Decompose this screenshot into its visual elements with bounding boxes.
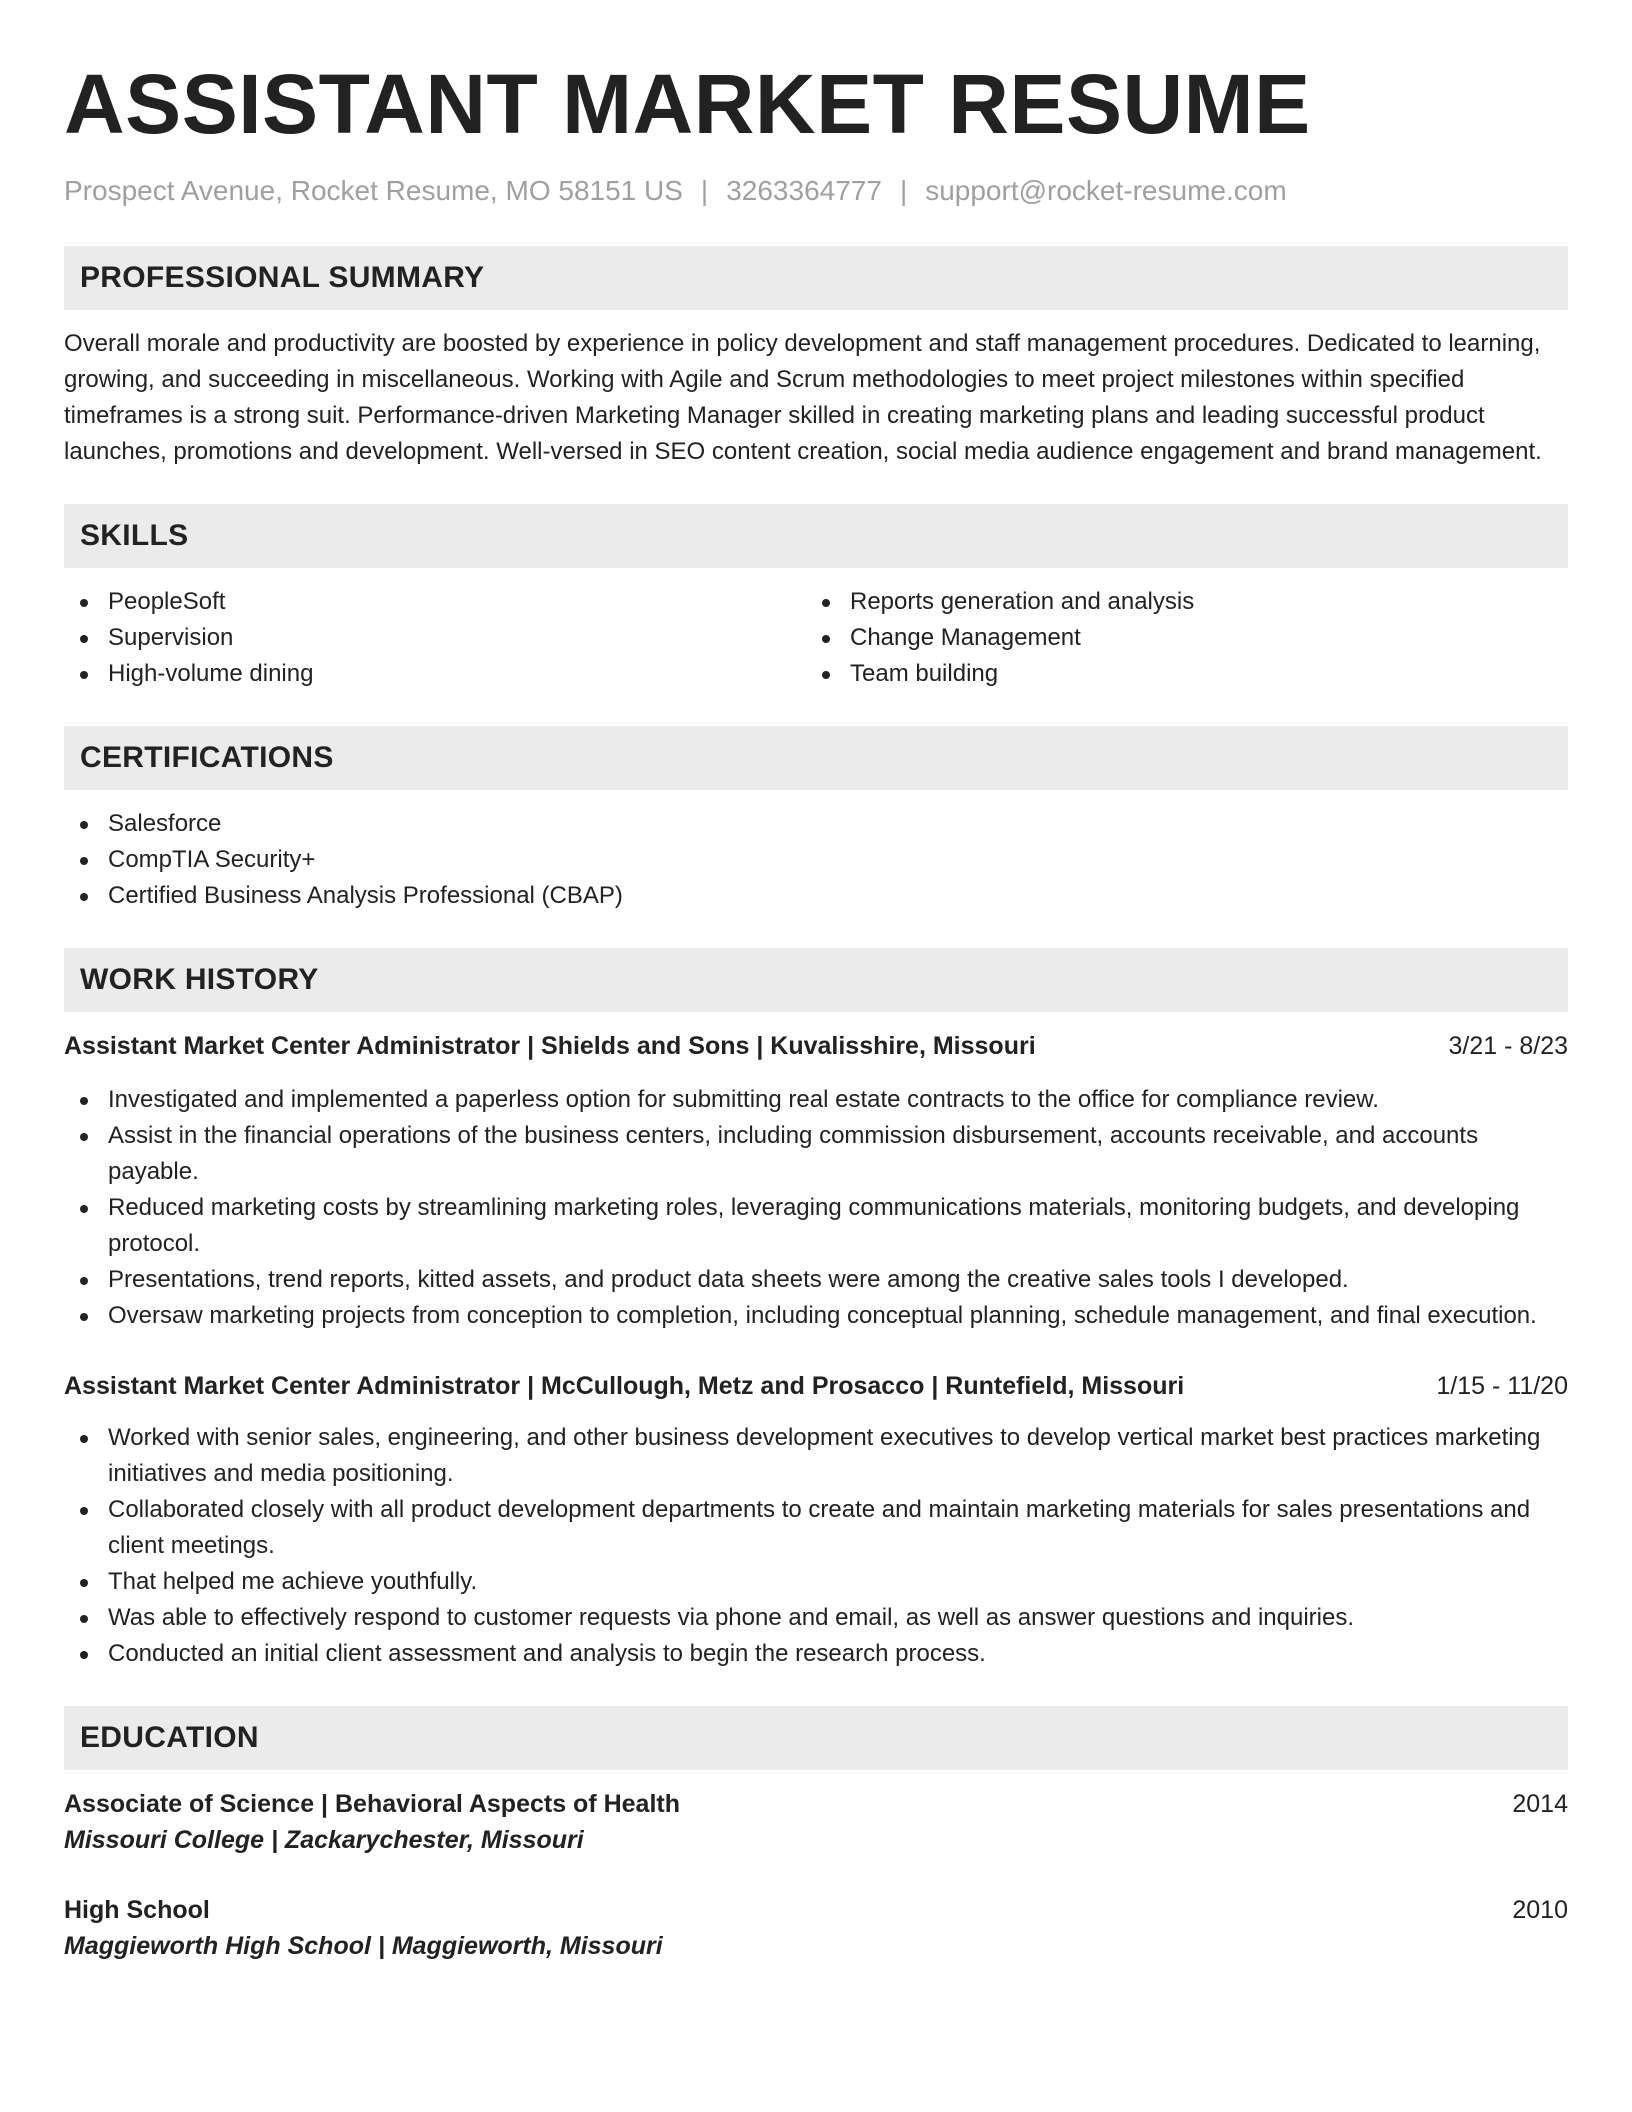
skill-item: Reports generation and analysis [806,584,1548,620]
job-heading-row [64,1368,1568,1404]
job-bullets [64,1082,1568,1334]
job-dates: 1/15 - 11/20 [1436,1372,1568,1400]
skills-column-right [806,584,1548,692]
contact-separator: | [899,175,908,206]
section-header-skills: SKILLS [64,504,1568,568]
contact-email: support@rocket-resume.com [925,175,1287,206]
job-title: Assistant Market Center Administrator | Shields and Sons | Kuvalisshire, Missouri [64,1032,1036,1060]
section-header-education: EDUCATION [64,1706,1568,1770]
contact-separator: | [700,175,709,206]
job-bullet: Reduced marketing costs by streamlining marketing roles, leveraging communications materials, monitoring budgets, and developing protocol. [64,1190,1568,1262]
section-header-summary: PROFESSIONAL SUMMARY [64,246,1568,310]
job-title: Assistant Market Center Administrator | McCullough, Metz and Prosacco | Runtefield, Missouri [64,1372,1185,1400]
education-school: Maggieworth High School | Maggieworth, Missouri [64,1932,663,1960]
certification-item: Certified Business Analysis Professional (CBAP) [64,878,1568,914]
skills-column-left [64,584,806,692]
summary-text: Overall morale and productivity are boosted by experience in policy development and staff management procedures. Dedicated to learning, growing, and succeeding in miscellaneous. Working with Agile and Scrum methodologies to meet project milestones within specified timeframes is a strong suit. Performance-driven Marketing Manager skilled in creating marketing plans and leading successful product launches, promotions and development. Well-versed in SEO content creation, social media audience engagement and brand management. [64,330,1542,465]
section-header-work-history: WORK HISTORY [64,948,1568,1012]
job-bullet: Was able to effectively respond to customer requests via phone and email, as well as answer questions and inquiries. [64,1600,1568,1636]
job-bullet: Investigated and implemented a paperless option for submitting real estate contracts to the office for compliance review. [64,1082,1568,1118]
contact-line [64,174,1568,208]
certification-item: Salesforce [64,806,1568,842]
education-heading-row [64,1892,1568,1928]
job-bullet: Oversaw marketing projects from conception to completion, including conceptual planning, schedule management, and final execution. [64,1298,1568,1334]
job-entry [64,1368,1568,1672]
job-bullet: Presentations, trend reports, kitted assets, and product data sheets were among the creative sales tools I developed. [64,1262,1568,1298]
education-degree: Associate of Science | Behavioral Aspects of Health [64,1790,681,1818]
contact-phone: 3263364777 [726,175,882,206]
job-bullet: Conducted an initial client assessment and analysis to begin the research process. [64,1636,1568,1672]
skill-item: Supervision [64,620,806,656]
resume-name: ASSISTANT MARKET RESUME [64,57,1311,151]
job-bullet: Assist in the financial operations of the business centers, including commission disbursement, accounts receivable, and accounts payable. [64,1118,1568,1190]
education-year: 2014 [1512,1790,1568,1818]
job-heading-row [64,1028,1568,1064]
job-bullet: Collaborated closely with all product development departments to create and maintain marketing materials for sales presentations and client meetings. [64,1492,1568,1564]
skill-item: Change Management [806,620,1548,656]
skill-item: High-volume dining [64,656,806,692]
education-entry [64,1892,1568,1964]
skill-item: PeopleSoft [64,584,806,620]
education-degree: High School [64,1896,210,1924]
education-heading-row [64,1786,1568,1822]
job-bullet: Worked with senior sales, engineering, and other business development executives to develop vertical market best practices marketing initiatives and media positioning. [64,1420,1568,1492]
section-header-certifications: CERTIFICATIONS [64,726,1568,790]
job-entry [64,1028,1568,1334]
job-bullets [64,1420,1568,1672]
job-dates: 3/21 - 8/23 [1448,1032,1568,1060]
skills-grid [64,584,1568,692]
education-entry [64,1786,1568,1858]
skill-item: Team building [806,656,1548,692]
job-bullet: That helped me achieve youthfully. [64,1564,1568,1600]
education-year: 2010 [1512,1896,1568,1924]
resume-page [64,54,1568,1964]
contact-address: Prospect Avenue, Rocket Resume, MO 58151 US [64,175,683,206]
certifications-list [64,806,1568,914]
certification-item: CompTIA Security+ [64,842,1568,878]
education-school: Missouri College | Zackarychester, Missouri [64,1826,584,1854]
